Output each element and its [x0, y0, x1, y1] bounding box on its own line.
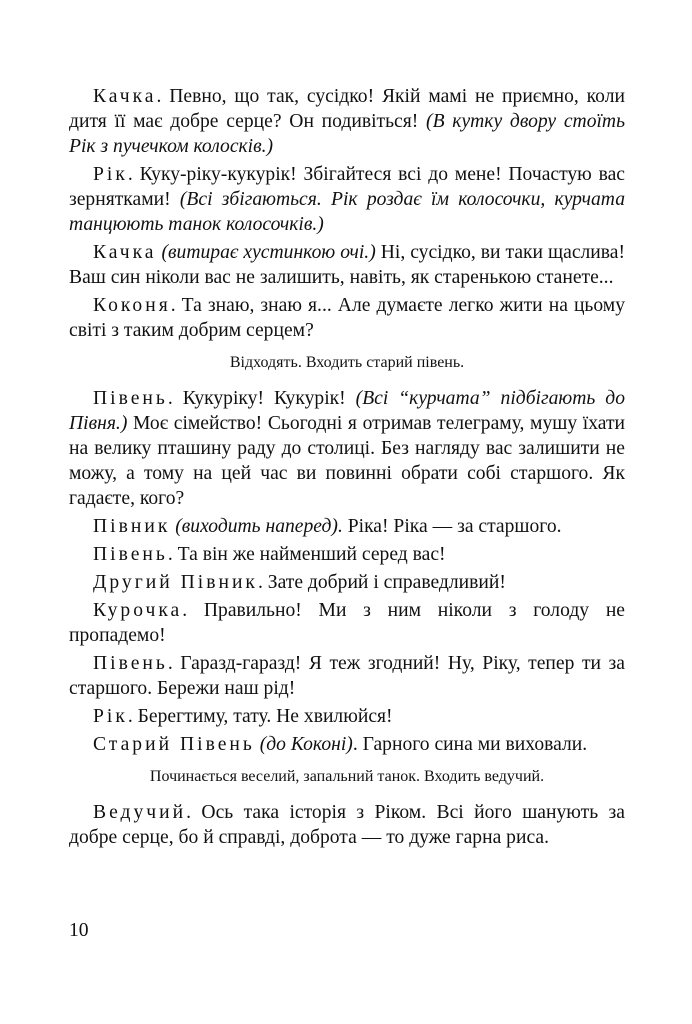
speech-text: . Зате добрий і справедливий! [257, 572, 506, 593]
dialogue-line [69, 651, 625, 701]
speech-text: . Та знаю, знаю я... Але думаєте легко жити на цьому світі з таким добрим серцем? [69, 295, 625, 341]
page-number: 10 [69, 920, 89, 941]
dialogue-line [69, 800, 625, 850]
speaker-name: Рік [93, 164, 128, 185]
stage-remark: (до Коконі) [254, 734, 353, 755]
speaker-name: Рік [93, 706, 128, 727]
dialogue-line [69, 162, 625, 237]
speaker-name: Півень [93, 544, 168, 565]
speech-text: . Та він же найменший серед вас! [167, 544, 446, 565]
stage-direction: Починається веселий, запальний танок. Входить ведучий. [149, 768, 545, 785]
stage-remark: (витирає хустинкою очі.) [156, 242, 376, 263]
speaker-name: Півень [93, 653, 168, 674]
stage-remark: (виходить наперед). [170, 516, 343, 537]
dialogue-line [69, 704, 625, 729]
speaker-name: Коконя [93, 295, 171, 316]
dialogue-line [69, 598, 625, 648]
speaker-name: Качка [93, 86, 157, 107]
speaker-name: Старий Півень [93, 734, 255, 755]
speaker-name: Другий Півник [93, 572, 258, 593]
dialogue-block [69, 800, 625, 850]
stage-remark: (Всі “курчата” підбігають до Півня.) [69, 388, 626, 434]
speech-text: . Певно, що так, сусідко! Якій мамі не приємно, коли дитя її має добре серце? Он подивіться! [69, 86, 625, 132]
speaker-name: Півень [93, 388, 168, 409]
dialogue-line [69, 240, 625, 290]
dialogue-block [69, 386, 625, 757]
speaker-name: Качка [93, 242, 157, 263]
speech-text: . Гаразд-гаразд! Я теж згодний! Ну, Ріку, тепер ти за старшого. Бережи наш рід! [69, 653, 625, 699]
page-body [69, 84, 625, 853]
stage-remark: (В кутку двору стоїть Рік з пучечком колосків.) [69, 111, 625, 157]
speech-text: Моє сімейство! Сьогодні я отримав телеграму, мушу їхати на велику пташину раду до столиці. Без нагляду вас залишити не можу, а тому на цей час ви повинні обрати собі старшого. Як гадаєте, кого? [69, 413, 625, 509]
speech-text: Ріка! Ріка — за старшого. [342, 516, 562, 537]
speech-text: . Ось така історія з Ріком. Всі його шанують за добре серце, бо й справді, доброта — то дуже гарна риса. [69, 802, 625, 848]
stage-remark: (Всі збігаються. Рік роздає їм колосочки, курчата танцюють танок колосочків.) [69, 189, 625, 235]
dialogue-line [69, 514, 625, 539]
dialogue-line [69, 570, 625, 595]
dialogue-block [69, 84, 625, 343]
speech-text: . Берегтиму, тату. Не хвилюйся! [127, 706, 393, 727]
stage-direction: Відходять. Входить старий півень. [229, 354, 465, 371]
speech-text: . Куку-ріку-кукурік! Збігайтеся всі до мене! Почастую вас зернятками! [69, 164, 625, 210]
speaker-name: Ведучий [93, 802, 187, 823]
dialogue-line [69, 732, 625, 757]
speech-text: . Гарного сина ми виховали. [352, 734, 588, 755]
speaker-name: Курочка [93, 600, 183, 621]
dialogue-line [69, 293, 625, 343]
speech-text: Ні, сусідко, ви таки щаслива! Ваш син ніколи вас не залишить, навіть, як старенькою станете... [69, 242, 625, 288]
speaker-name: Півник [93, 516, 171, 537]
dialogue-line [69, 84, 625, 159]
speech-text: . Правильно! Ми з ним ніколи з голоду не пропадемо! [69, 600, 625, 646]
dialogue-line [69, 386, 625, 511]
dialogue-line [69, 542, 625, 567]
speech-text: . Кукуріку! Кукурік! [167, 388, 356, 409]
